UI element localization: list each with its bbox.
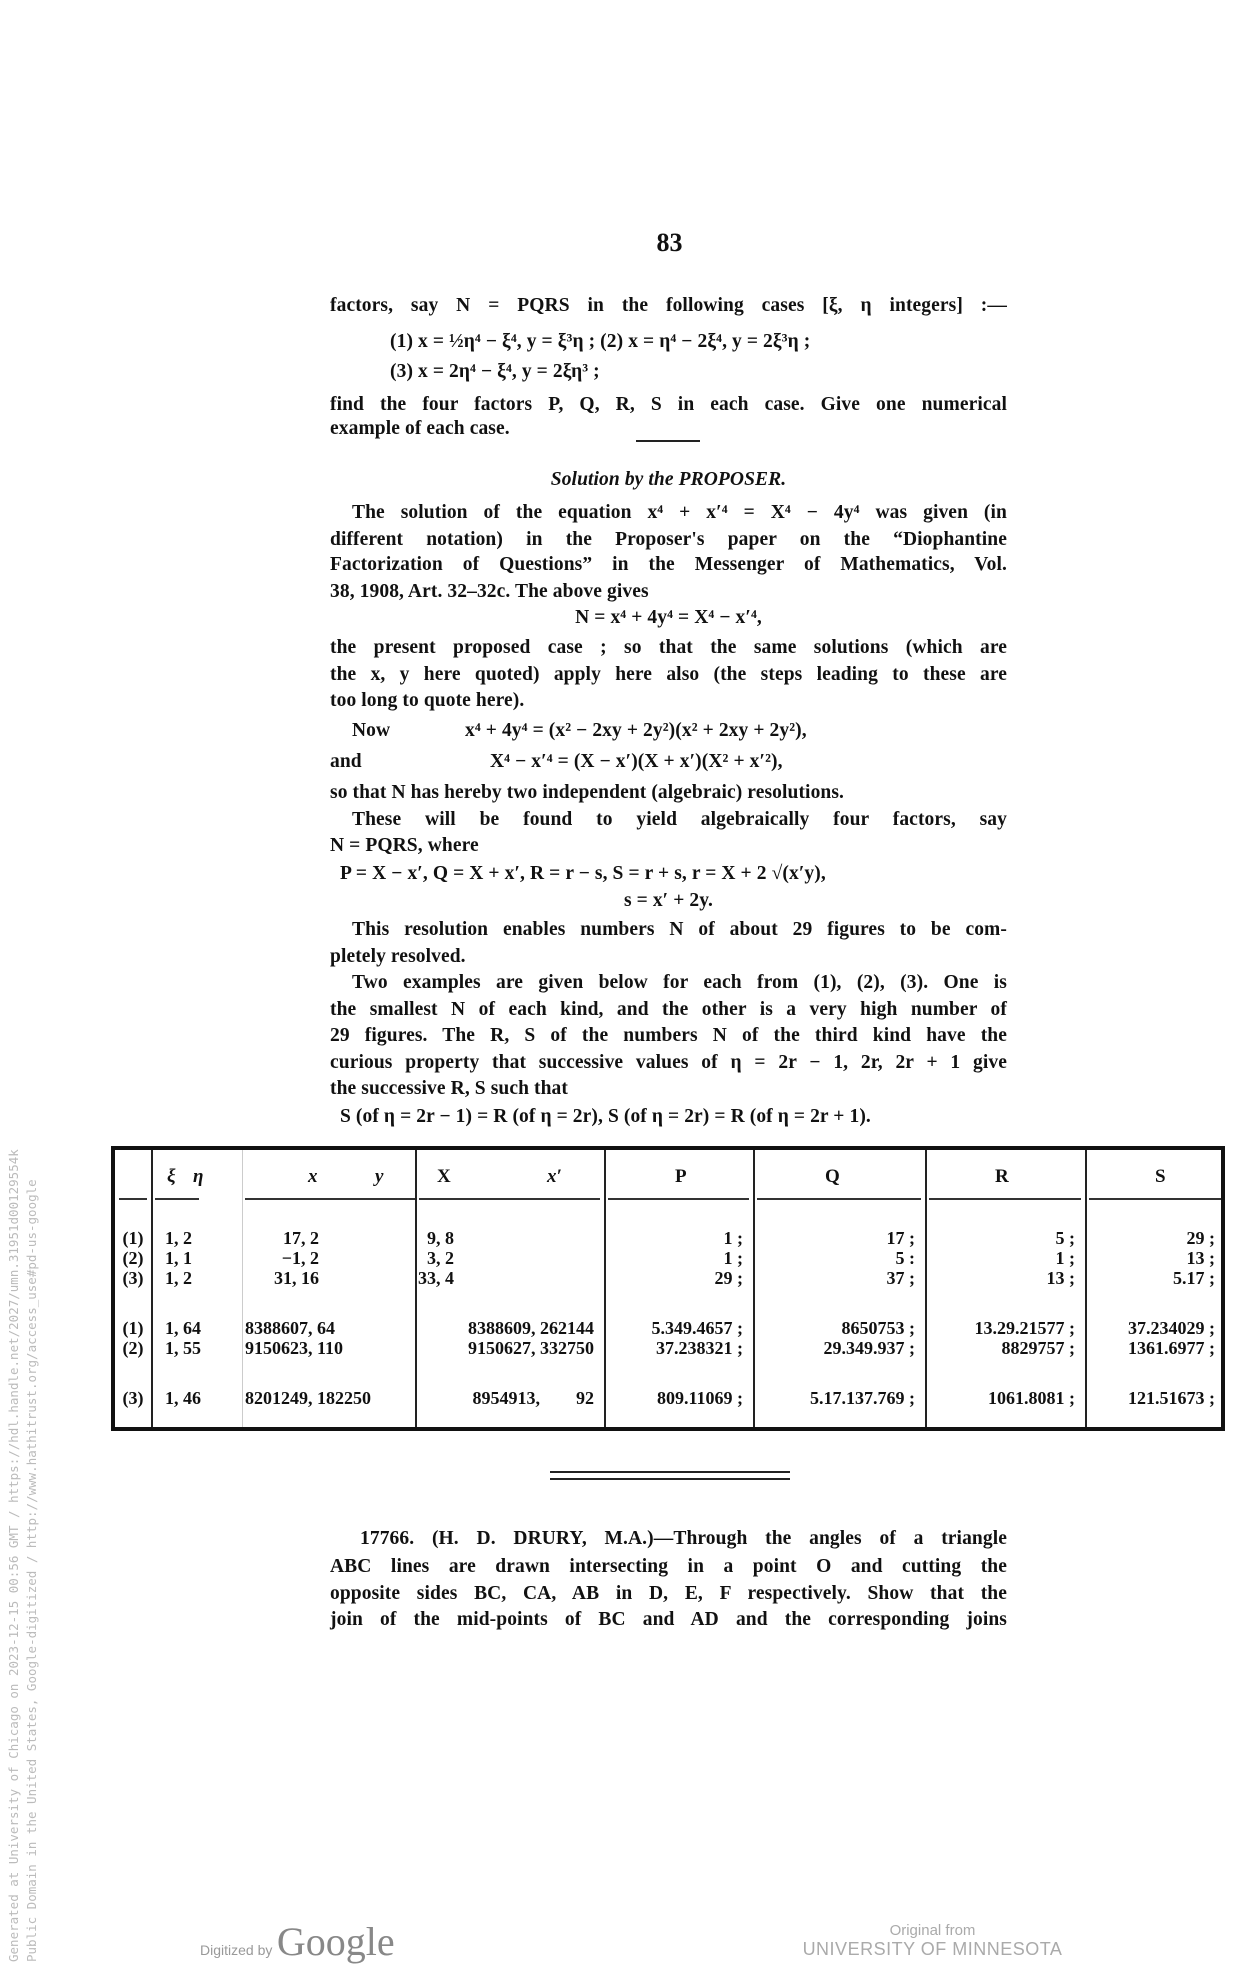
original-from-credit [780, 1922, 1085, 1960]
row-case-label: (3) [122, 1268, 144, 1288]
table-cell: 8388607, 64 [245, 1318, 335, 1338]
table-cell: 29 ; [1186, 1228, 1215, 1248]
row-case-label: (1) [122, 1228, 144, 1248]
row-case-label: (3) [122, 1388, 144, 1408]
table-header-rule [245, 1198, 415, 1200]
table-column-rule [604, 1150, 606, 1427]
text-line: 29 figures. The R, S of the numbers N of the third kind have the [330, 1025, 1007, 1046]
table-cell: 1061.8081 ; [988, 1388, 1075, 1408]
table-cell: 31, 16 [274, 1268, 319, 1288]
table-cell: 13 ; [1046, 1268, 1075, 1288]
table-cell: 33, 4 [418, 1268, 454, 1288]
text-line: X⁴ − x′⁴ = (X − x′)(X + x′)(X² + x′²), [490, 751, 783, 772]
table-header: ξ [167, 1166, 176, 1187]
text-line: Factorization of Questions” in the Messenger of Mathematics, Vol. [330, 554, 1007, 575]
text-line: Two examples are given below for each from (1), (2), (3). One is [352, 972, 1007, 993]
text-line: too long to quote here). [330, 690, 525, 711]
google-wordmark: Google [276, 1919, 395, 1964]
solution-heading: Solution by the PROPOSER. [550, 469, 787, 490]
text-line: and [330, 751, 362, 772]
problem-17766-line: 17766. (H. D. DRURY, M.A.)—Through the angles of a triangle [360, 1528, 1007, 1549]
margin-line-1: Generated at University of Chicago on 2023-12-15 00:56 GMT / https://hdl.handle.net/2027/umn.31951d00129554k [6, 1149, 21, 1962]
table-cell: 5.17.137.769 ; [810, 1388, 915, 1408]
table-column-rule [1085, 1150, 1087, 1427]
text-line: N = PQRS, where [330, 835, 479, 856]
text-line: Now [352, 720, 391, 741]
text-line: x⁴ + 4y⁴ = (x² − 2xy + 2y²)(x² + 2xy + 2y²), [465, 720, 807, 741]
table-cell: 1, 2 [165, 1268, 192, 1288]
text-line: curious property that successive values of η = 2r − 1, 2r, 2r + 1 give [330, 1052, 1007, 1073]
text-line: so that N has hereby two independent (algebraic) resolutions. [330, 782, 845, 803]
text-line: The solution of the equation x⁴ + x′⁴ = X⁴ − 4y⁴ was given (in [352, 502, 1007, 523]
text-line: s = x′ + 2y. [623, 890, 714, 911]
text-line: the successive R, S such that [330, 1078, 568, 1099]
original-from-label: Original from [889, 1922, 976, 1939]
table-cell: 1 ; [1055, 1248, 1075, 1268]
table-cell: 5.17 ; [1173, 1268, 1215, 1288]
table-cell: 17, 2 [283, 1228, 319, 1248]
table-cell: 1, 64 [165, 1318, 201, 1338]
text-line: find the four factors P, Q, R, S in each case. Give one numerical [330, 394, 1007, 415]
text-line: the x, y here quoted) apply here also (the steps leading to these are [330, 664, 1007, 685]
table-cell: 5.349.4657 ; [651, 1318, 743, 1338]
table-header: x′ [547, 1166, 562, 1187]
text-line: the present proposed case ; so that the same solutions (which are [330, 637, 1007, 658]
table-cell: 5 ; [1055, 1228, 1075, 1248]
table-cell: 9, 8 [427, 1228, 454, 1248]
row-case-label: (2) [122, 1338, 144, 1358]
text-line: 38, 1908, Art. 32–32c. The above gives [330, 581, 649, 602]
text-line: S (of η = 2r − 1) = R (of η = 2r), S (of η = 2r) = R (of η = 2r + 1). [340, 1106, 871, 1127]
table-cell: 8388609, 262144 [468, 1318, 594, 1338]
text-line: the smallest N of each kind, and the other is a very high number of [330, 999, 1007, 1020]
table-cell: 8650753 ; [841, 1318, 915, 1338]
table-header-rule [155, 1198, 199, 1200]
short-rule [636, 440, 700, 442]
table-header-rule [757, 1198, 921, 1200]
table-cell: 3, 2 [427, 1248, 454, 1268]
table-cell: 8954913, 92 [472, 1388, 594, 1408]
table-header-rule [419, 1198, 600, 1200]
table-cell: −1, 2 [281, 1248, 319, 1268]
table-header: R [995, 1166, 1009, 1187]
text-line: This resolution enables numbers N of about 29 figures to be com- [352, 919, 1007, 940]
text-line: factors, say N = PQRS in the following cases [ξ, η integers] :— [330, 295, 1007, 316]
table-cell: 37.238321 ; [656, 1338, 743, 1358]
text-line: (1) x = ½η⁴ − ξ⁴, y = ξ³η ; (2) x = η⁴ − 2ξ⁴, y = 2ξ³η ; [390, 331, 811, 352]
table-header: y [375, 1166, 384, 1187]
problem-17766-line: opposite sides BC, CA, AB in D, E, F respectively. Show that the [330, 1583, 1007, 1604]
table-header: S [1155, 1166, 1166, 1187]
text-line: (3) x = 2η⁴ − ξ⁴, y = 2ξη³ ; [390, 361, 600, 382]
table-cell: 121.51673 ; [1128, 1388, 1215, 1408]
table-cell: 13.29.21577 ; [974, 1318, 1075, 1338]
text-line: pletely resolved. [330, 946, 466, 967]
table-column-rule [925, 1150, 927, 1427]
table-header: η [193, 1166, 204, 1187]
row-case-label: (2) [122, 1248, 144, 1268]
table-cell: 5 : [895, 1248, 915, 1268]
table-header-rule [1089, 1198, 1221, 1200]
table-header: P [675, 1166, 687, 1187]
table-cell: 37 ; [886, 1268, 915, 1288]
table-cell: 9150623, 110 [245, 1338, 344, 1358]
table-cell: 1, 2 [165, 1228, 192, 1248]
table-cell: 13 ; [1186, 1248, 1215, 1268]
table-cell: 809.11069 ; [656, 1388, 743, 1408]
text-line: P = X − x′, Q = X + x′, R = r − s, S = r + s, r = X + 2 √(x′y), [340, 863, 826, 884]
table-column-rule [242, 1150, 243, 1427]
digitized-by-label: Digitized by [200, 1942, 273, 1958]
factor-table [111, 1146, 1225, 1431]
table-cell: 8829757 ; [1001, 1338, 1075, 1358]
table-header: X [437, 1166, 451, 1187]
table-column-rule [753, 1150, 755, 1427]
double-rule-bottom [550, 1478, 790, 1480]
university-label: UNIVERSITY OF MINNESOTA [802, 1939, 1063, 1959]
table-cell: 9150627, 332750 [468, 1338, 594, 1358]
table-cell: 17 ; [886, 1228, 915, 1248]
text-line: example of each case. [330, 418, 510, 439]
text-line: different notation) in the Proposer's paper on the “Diophantine [330, 529, 1007, 550]
problem-17766-line: ABC lines are drawn intersecting in a point O and cutting the [330, 1556, 1007, 1577]
table-header-rule [929, 1198, 1081, 1200]
table-cell: 1361.6977 ; [1128, 1338, 1215, 1358]
table-cell: 1, 55 [165, 1338, 201, 1358]
double-rule-top [550, 1471, 790, 1473]
text-line: N = x⁴ + 4y⁴ = X⁴ − x′⁴, [575, 607, 762, 628]
table-cell: 1 ; [723, 1228, 743, 1248]
row-case-label: (1) [122, 1318, 144, 1338]
table-cell: 29.349.937 ; [823, 1338, 915, 1358]
table-column-rule [151, 1150, 153, 1427]
table-header-rule [608, 1198, 749, 1200]
page-number: 83 [656, 228, 683, 257]
digitized-by-google-logo [200, 1918, 395, 1965]
table-column-rule [415, 1150, 417, 1427]
table-cell: 8201249, 182250 [245, 1388, 371, 1408]
table-cell: 1, 46 [165, 1388, 201, 1408]
margin-line-2: Public Domain in the United States, Google-digitized / http://www.hathitrust.org/access_use#pd-us-google [24, 1179, 39, 1962]
table-header: x [308, 1166, 318, 1187]
table-cell: 1, 1 [165, 1248, 192, 1268]
table-header: Q [825, 1166, 840, 1187]
table-cell: 29 ; [714, 1268, 743, 1288]
table-cell: 37.234029 ; [1128, 1318, 1215, 1338]
table-header-rule [119, 1198, 147, 1200]
table-cell: 1 ; [723, 1248, 743, 1268]
problem-17766-line: join of the mid-points of BC and AD and the corresponding joins [330, 1609, 1007, 1630]
text-line: These will be found to yield algebraically four factors, say [352, 809, 1007, 830]
